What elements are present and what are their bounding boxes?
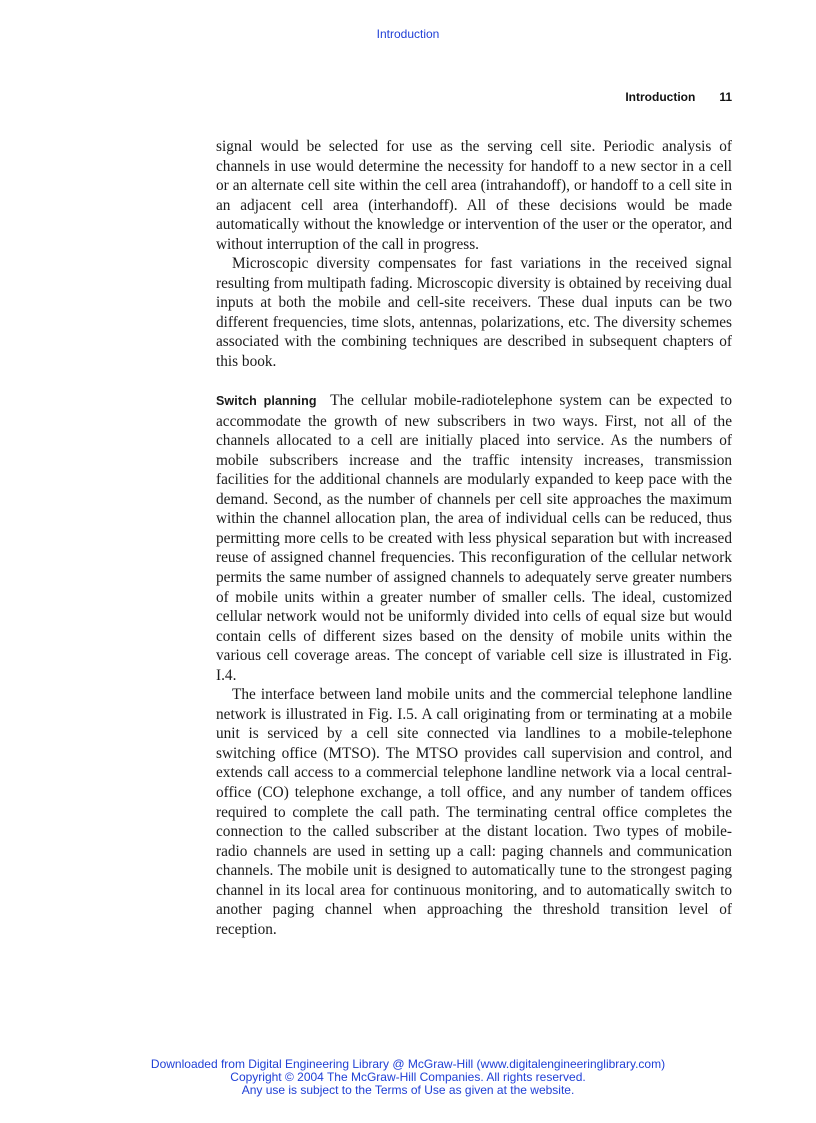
paragraph-interface: The interface between land mobile units and the commercial telephone landline network is illustrated in Fig. I.5. A call originating from or terminating at a mobile unit is serviced by a cell site connected via landlines to a mobile-telephone switching office (MTSO). The MTSO provides call supervision and control, and extends call access to a commercial telephone landline network via a local central-office (CO) telephone exchange, a toll office, and any number of tandem offices required to complete the call path. The terminating central office completes the connection to the called subscriber at the distant location. Two types of mobile-radio channels are used in setting up a call: paging channels and communication channels. The mobile unit is designed to automatically tune to the strongest paging channel in its local area for continuous monitoring, and to automatically switch to another paging channel when approaching the threshold transition level of reception. — [216, 686, 732, 938]
section-heading-switch-planning: Switch planning — [216, 394, 317, 409]
paragraph-continued: signal would be selected for use as the serving cell site. Periodic analysis of channels in use would determine the necessity for handoff to a new sector in a cell or an alternate cell site within the cell area (intrahandoff), or handoff to a cell site in an adjacent cell area (interhandoff). All of these decisions would be made automatically without the knowledge or intervention of the user or the operator, and without interruption of the call in progress. — [216, 138, 732, 253]
footer-terms-link[interactable]: Any use is subject to the Terms of Use as given at the website. — [241, 1083, 575, 1098]
footer-copyright: Copyright © 2004 The McGraw-Hill Companies. All rights reserved. — [230, 1070, 586, 1085]
top-introduction-link[interactable]: Introduction — [376, 27, 440, 41]
running-title: Introduction — [625, 90, 696, 104]
body-text — [216, 137, 732, 939]
running-header — [560, 90, 732, 104]
footer — [0, 1058, 816, 1098]
footer-download-link[interactable]: Downloaded from Digital Engineering Library @ McGraw-Hill (www.digitalengineeringlibrary.com) — [150, 1057, 666, 1071]
page-number: 11 — [719, 90, 732, 104]
switch-planning-text: The cellular mobile-radiotelephone system can be expected to accommodate the growth of new subscribers in two ways. First, not all of the channels allocated to a cell are initially placed into service. As the numbers of mobile subscribers increase and the traffic intensity increases, transmission facilities for the additional channels are modularly expanded to keep pace with the demand. Second, as the number of channels per cell site approaches the maximum within the channel allocation plan, the area of individual cells can be reduced, thus permitting more cells to be created with less physical separation but with increased reuse of assigned channel frequencies. This reconfiguration of the cellular network permits the same number of assigned channels to adequately serve greater numbers of mobile units within a greater number of smaller cells. The ideal, customized cellular network would not be uniformly divided into cells of equal size but would contain cells of different sizes based on the density of mobile units within the various cell coverage areas. The concept of variable cell size is illustrated in Fig. I.4. — [216, 392, 732, 684]
paragraph-microscopic-diversity: Microscopic diversity compensates for fast variations in the received signal resulting from multipath fading. Microscopic diversity is obtained by receiving dual inputs at both the mobile and cell-site receivers. These dual inputs can be two different frequencies, time slots, antennas, polarizations, etc. The diversity schemes associated with the combining techniques are described in subsequent chapters of this book. — [216, 255, 732, 371]
paragraph-switch-planning — [216, 391, 732, 685]
